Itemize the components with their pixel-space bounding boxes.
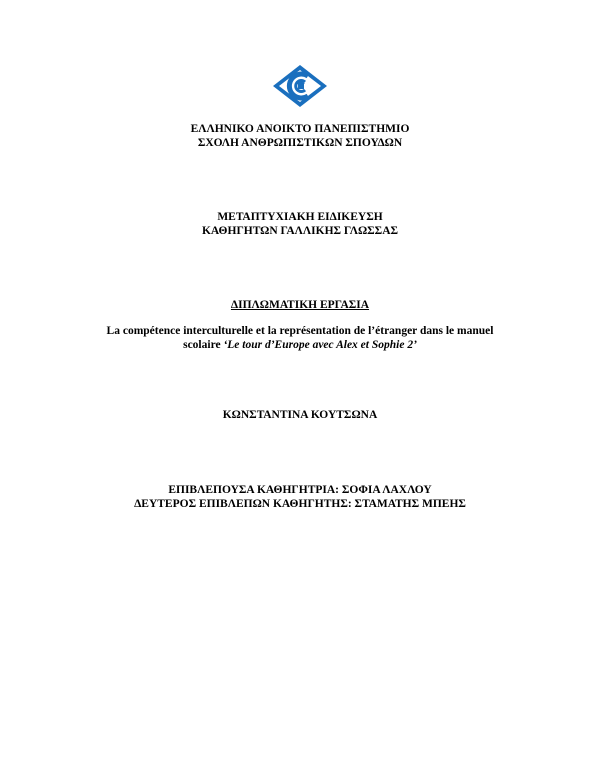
thesis-title-prefix: scolaire [183,339,224,351]
thesis-type: ΔΙΠΛΩΜΑΤΙΚΗ ΕΡΓΑΣΙΑ [230,299,370,311]
thesis-title-book: ‘Le tour d’Europe avec Alex et Sophie 2’ [223,339,417,351]
thesis-title-line-2 [0,338,600,352]
university-logo-icon [272,64,328,108]
program-line-1: ΜΕΤΑΠΤΥΧΙΑΚΗ ΕΙΔΙΚΕΥΣΗ [217,211,383,223]
author-name: ΚΩΝΣΤΑΝΤΙΝΑ ΚΟΥΤΣΩΝΑ [222,409,378,421]
primary-supervisor: ΕΠΙΒΛΕΠΟΥΣΑ ΚΑΘΗΓΗΤΡΙΑ: ΣΟΦΙΑ ΛΑΧΛΟΥ [168,484,432,496]
thesis-title-line-1: La compétence interculturelle et la représentation de l’étranger dans le manuel [106,325,494,337]
university-name: ΕΛΛΗΝΙΚΟ ΑΝΟΙΚΤΟ ΠΑΝΕΠΙΣΤΗΜΙΟ [190,123,410,135]
program-line-2: ΚΑΘΗΓΗΤΩΝ ΓΑΛΛΙΚΗΣ ΓΛΩΣΣΑΣ [201,225,399,237]
secondary-supervisor: ΔΕΥΤΕΡΟΣ ΕΠΙΒΛΕΠΩΝ ΚΑΘΗΓΗΤΗΣ: ΣΤΑΜΑΤΗΣ ΜΠΕΗΣ [134,498,466,510]
school-name: ΣΧΟΛΗ ΑΝΘΡΩΠΙΣΤΙΚΩΝ ΣΠΟΥΔΩΝ [197,137,403,149]
